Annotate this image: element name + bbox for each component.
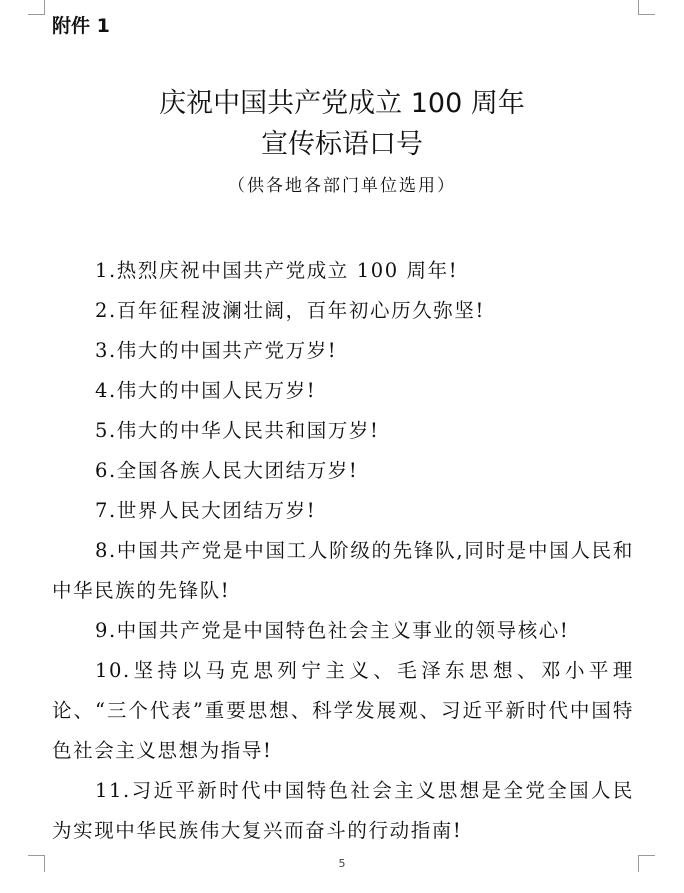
attachment-label: 附件 1 xyxy=(52,15,110,37)
slogan-item: 8.中国共产党是中国工人阶级的先锋队,同时是中国人民和中华民族的先锋队! xyxy=(52,539,634,602)
document-title-line-1: 庆祝中国共产党成立 100 周年 xyxy=(159,88,525,119)
slogan-list xyxy=(52,251,634,851)
slogan-item: 5.伟大的中华人民共和国万岁! xyxy=(95,419,380,442)
crop-mark-top-left xyxy=(28,0,45,15)
slogan-item: 1.热烈庆祝中国共产党成立 100 周年! xyxy=(95,259,459,282)
slogan-item: 9.中国共产党是中国特色社会主义事业的领导核心! xyxy=(95,619,570,642)
document-title-line-2: 宣传标语口号 xyxy=(261,129,423,160)
slogan-item: 4.伟大的中国人民万岁! xyxy=(95,379,317,402)
slogan-item: 10.坚持以马克思列宁主义、毛泽东思想、邓小平理论、“三个代表”重要思想、科学发展观、习近平新时代中国特色社会主义思想为指导! xyxy=(52,659,634,762)
slogan-item: 3.伟大的中国共产党万岁! xyxy=(95,339,338,362)
page-number: 5 xyxy=(338,857,346,870)
slogan-item: 6.全国各族人民大团结万岁! xyxy=(95,459,359,482)
crop-mark-top-right xyxy=(638,0,655,15)
slogan-item: 11.习近平新时代中国特色社会主义思想是全党全国人民为实现中华民族伟大复兴而奋斗的行动指南! xyxy=(52,779,634,842)
slogan-item: 7.世界人民大团结万岁! xyxy=(95,499,317,522)
document-subtitle: （供各地各部门单位选用） xyxy=(228,176,456,196)
slogan-item: 2.百年征程波澜壮阔，百年初心历久弥坚! xyxy=(95,299,485,322)
